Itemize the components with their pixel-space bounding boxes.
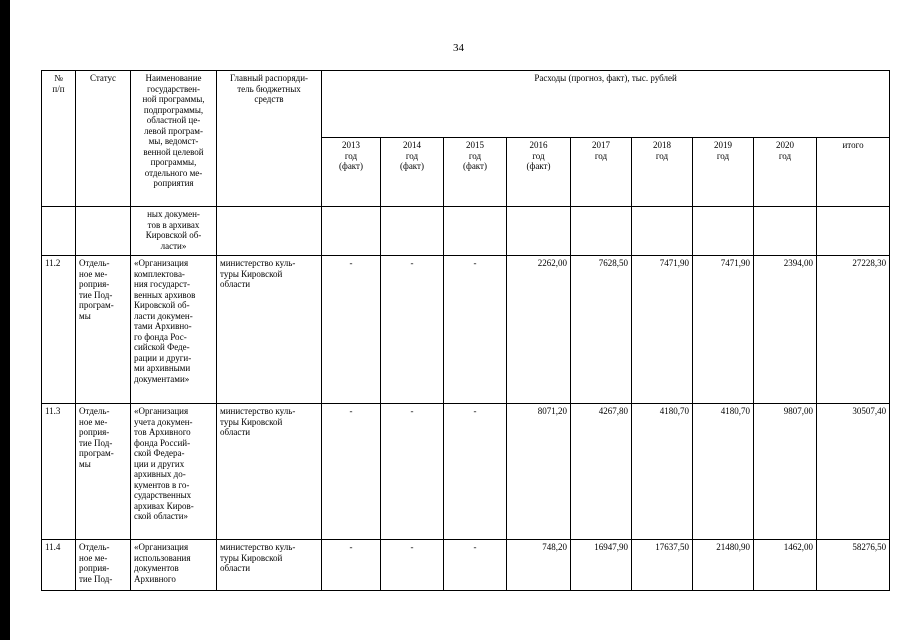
value-2014: -: [381, 540, 444, 591]
value-2017: 7628,50: [571, 256, 632, 404]
value-2015: -: [444, 404, 507, 540]
value-2016: 2262,00: [507, 256, 571, 404]
row-status: Отдель- ное ме- роприя- тие Под- програм- мы: [76, 404, 131, 540]
value-2020: 2394,00: [754, 256, 817, 404]
value-total: 58276,50: [817, 540, 890, 591]
header-status: Статус: [76, 71, 131, 207]
row-num: 11.2: [42, 256, 76, 404]
row-status: Отдель- ное ме- роприя- тие Под-: [76, 540, 131, 591]
header-expenses: Расходы (прогноз, факт), тыс. рублей: [322, 71, 890, 138]
header-name: Наименование государствен- ной программы, подпрограммы, областной це- левой програм- мы, ведомст- венной целевой программы, отдельного ме- роприятия: [131, 71, 217, 207]
value-2017: 4267,80: [571, 404, 632, 540]
header-num: № п/п: [42, 71, 76, 207]
row-admin: министерство куль- туры Кировской области: [217, 404, 322, 540]
row-admin: министерство куль- туры Кировской области: [217, 540, 322, 591]
value-2018: 4180,70: [632, 404, 693, 540]
continuation-row: [42, 207, 890, 256]
value-2016: 8071,20: [507, 404, 571, 540]
row-name: «Организация комплектова- ния государст- венных архивов Кировской об- ласти докумен- тами Архивно- го фонда Рос- сийской Феде- рации и други- ми архивными документами»: [131, 256, 217, 404]
value-2014: -: [381, 404, 444, 540]
continuation-name: ных докумен- тов в архивах Кировской об- ласти»: [131, 207, 217, 256]
header-admin: Главный распоряди- тель бюджетных средств: [217, 71, 322, 207]
row-status: Отдель- ное ме- роприя- тие Под- програм- мы: [76, 256, 131, 404]
value-2016: 748,20: [507, 540, 571, 591]
header-year-2016: 2016 год (факт): [507, 138, 571, 207]
budget-table: [41, 70, 890, 591]
row-admin: министерство куль- туры Кировской области: [217, 256, 322, 404]
value-2019: 21480,90: [693, 540, 754, 591]
header-year-2014: 2014 год (факт): [381, 138, 444, 207]
value-2017: 16947,90: [571, 540, 632, 591]
row-name: «Организация учета докумен- тов Архивного фонда Россий- ской Федера- ции и других архивных до- кументов в го- сударственных архивах Киров- ской области»: [131, 404, 217, 540]
value-2019: 7471,90: [693, 256, 754, 404]
value-2015: -: [444, 540, 507, 591]
table-row: [42, 540, 890, 591]
value-2013: -: [322, 540, 381, 591]
row-name: «Организация использования документов Архивного: [131, 540, 217, 591]
row-num: 11.3: [42, 404, 76, 540]
value-total: 30507,40: [817, 404, 890, 540]
header-year-2017: 2017 год: [571, 138, 632, 207]
value-2019: 4180,70: [693, 404, 754, 540]
value-2014: -: [381, 256, 444, 404]
value-total: 27228,30: [817, 256, 890, 404]
header-year-2019: 2019 год: [693, 138, 754, 207]
value-2015: -: [444, 256, 507, 404]
value-2020: 9807,00: [754, 404, 817, 540]
row-num: 11.4: [42, 540, 76, 591]
header-total: итого: [817, 138, 890, 207]
value-2013: -: [322, 404, 381, 540]
scan-edge-bar: [0, 0, 10, 640]
table-row: [42, 256, 890, 404]
value-2018: 17637,50: [632, 540, 693, 591]
header-year-2020: 2020 год: [754, 138, 817, 207]
value-2020: 1462,00: [754, 540, 817, 591]
header-year-2015: 2015 год (факт): [444, 138, 507, 207]
value-2013: -: [322, 256, 381, 404]
header-year-2018: 2018 год: [632, 138, 693, 207]
page-number: 34: [453, 42, 464, 54]
table-row: [42, 404, 890, 540]
value-2018: 7471,90: [632, 256, 693, 404]
header-year-2013: 2013 год (факт): [322, 138, 381, 207]
